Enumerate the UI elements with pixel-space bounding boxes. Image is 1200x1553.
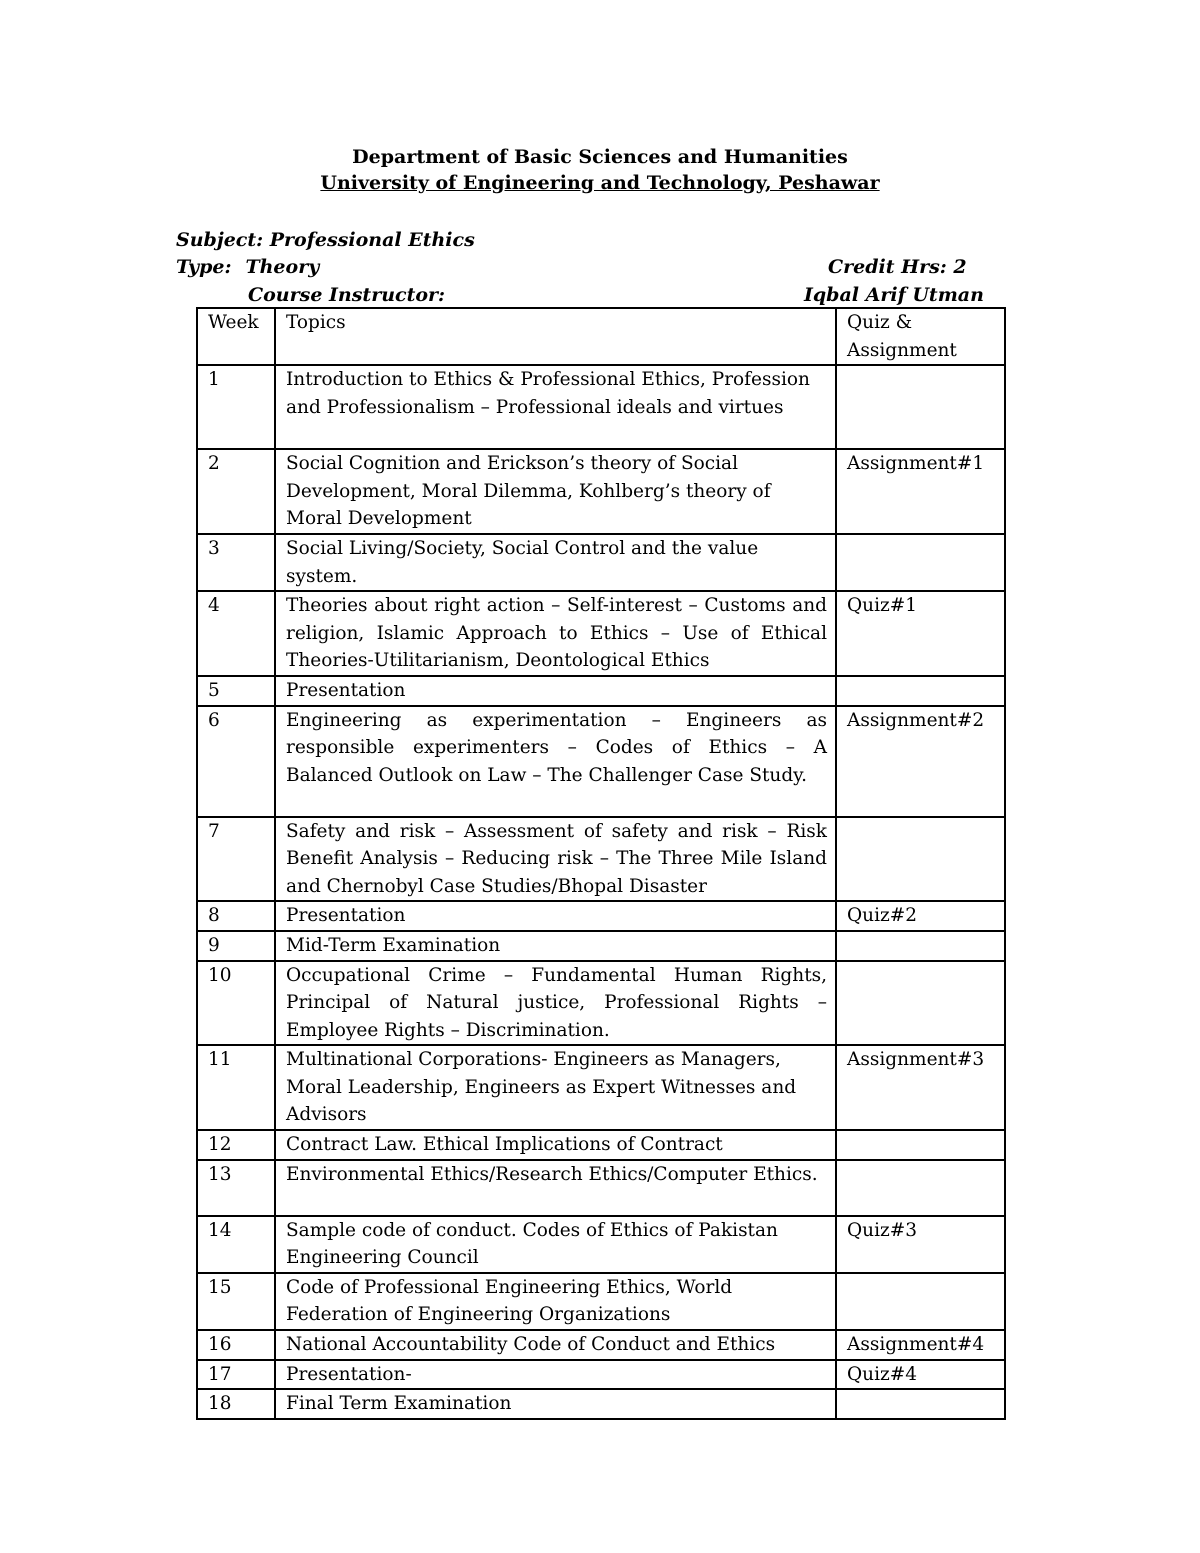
week-cell: 16 — [197, 1330, 275, 1360]
table-row — [197, 534, 1005, 591]
week-cell: 10 — [197, 961, 275, 1046]
table-row — [197, 1045, 1005, 1130]
quiz-cell — [836, 365, 1005, 449]
quiz-cell — [836, 1130, 1005, 1160]
week-cell: 11 — [197, 1045, 275, 1130]
table-row — [197, 1130, 1005, 1160]
week-cell: 9 — [197, 931, 275, 961]
instructor-name: Iqbal Arif Utman — [804, 284, 984, 306]
week-cell: 13 — [197, 1160, 275, 1216]
quiz-cell: Quiz#1 — [836, 591, 1005, 676]
quiz-cell — [836, 1273, 1005, 1330]
topic-cell: Presentation- — [275, 1360, 836, 1390]
week-cell: 7 — [197, 817, 275, 902]
week-cell: 17 — [197, 1360, 275, 1390]
quiz-cell: Quiz#3 — [836, 1216, 1005, 1273]
table-row — [197, 901, 1005, 931]
week-cell: 5 — [197, 676, 275, 706]
week-cell: 2 — [197, 449, 275, 534]
quiz-cell — [836, 676, 1005, 706]
quiz-cell — [836, 1160, 1005, 1216]
topic-cell: Occupational Crime – Fundamental Human Rights, Principal of Natural justice, Professional Rights – Employee Rights – Discrimination. — [275, 961, 836, 1046]
quiz-cell: Assignment#1 — [836, 449, 1005, 534]
table-row — [197, 961, 1005, 1046]
topic-cell: Presentation — [275, 676, 836, 706]
table-row — [197, 1160, 1005, 1216]
quiz-cell — [836, 931, 1005, 961]
quiz-cell: Assignment#2 — [836, 706, 1005, 817]
week-cell: 3 — [197, 534, 275, 591]
table-row — [197, 931, 1005, 961]
week-cell: 12 — [197, 1130, 275, 1160]
week-cell: 14 — [197, 1216, 275, 1273]
week-cell: 1 — [197, 365, 275, 449]
university-heading: University of Engineering and Technology, Peshawar — [320, 172, 880, 194]
topic-cell: Theories about right action – Self-interest – Customs and religion, Islamic Approach to Ethics – Use of Ethical Theories-Utilitarianism, Deontological Ethics — [275, 591, 836, 676]
topic-cell: Introduction to Ethics & Professional Ethics, Profession and Professionalism – Professional ideals and virtues — [275, 365, 836, 449]
quiz-cell: Quiz#4 — [836, 1360, 1005, 1390]
subject-line: Subject: Professional Ethics — [176, 229, 475, 251]
topic-cell: Safety and risk – Assessment of safety and risk – Risk Benefit Analysis – Reducing risk – The Three Mile Island and Chernobyl Case Studies/Bhopal Disaster — [275, 817, 836, 902]
quiz-cell: Assignment#4 — [836, 1330, 1005, 1360]
course-schedule-table — [196, 307, 1006, 1420]
week-cell: 8 — [197, 901, 275, 931]
topic-cell: Multinational Corporations- Engineers as Managers, Moral Leadership, Engineers as Expert Witnesses and Advisors — [275, 1045, 836, 1130]
table-header-row — [197, 308, 1005, 365]
topic-cell: Sample code of conduct. Codes of Ethics of Pakistan Engineering Council — [275, 1216, 836, 1273]
topic-cell: Contract Law. Ethical Implications of Contract — [275, 1130, 836, 1160]
instructor-label: Course Instructor: — [248, 284, 446, 306]
table-row — [197, 1273, 1005, 1330]
table-row — [197, 449, 1005, 534]
type-label: Type: — [176, 256, 232, 278]
table-row — [197, 676, 1005, 706]
table-row — [197, 706, 1005, 817]
type-line — [176, 254, 319, 280]
table-row — [197, 365, 1005, 449]
week-cell: 4 — [197, 591, 275, 676]
topic-cell: Social Cognition and Erickson’s theory of Social Development, Moral Dilemma, Kohlberg’s theory of Moral Development — [275, 449, 836, 534]
quiz-cell: Quiz#2 — [836, 901, 1005, 931]
week-cell: 6 — [197, 706, 275, 817]
topic-cell: Final Term Examination — [275, 1389, 836, 1419]
table-row — [197, 1330, 1005, 1360]
table-row — [197, 591, 1005, 676]
department-heading: Department of Basic Sciences and Humanities — [352, 146, 848, 168]
week-cell: 18 — [197, 1389, 275, 1419]
quiz-cell — [836, 534, 1005, 591]
table-row — [197, 1360, 1005, 1390]
table-row — [197, 817, 1005, 902]
header-topics: Topics — [275, 308, 836, 365]
topic-cell: Mid-Term Examination — [275, 931, 836, 961]
week-cell: 15 — [197, 1273, 275, 1330]
type-value: Theory — [245, 256, 320, 278]
credit-hours: Credit Hrs: 2 — [828, 256, 967, 278]
quiz-cell: Assignment#3 — [836, 1045, 1005, 1130]
header-week: Week — [197, 308, 275, 365]
topic-cell: Code of Professional Engineering Ethics, World Federation of Engineering Organizations — [275, 1273, 836, 1330]
quiz-cell — [836, 817, 1005, 902]
header-quiz-assignment: Quiz & Assignment — [836, 308, 1005, 365]
topic-cell: Engineering as experimentation – Engineers as responsible experimenters – Codes of Ethics – A Balanced Outlook on Law – The Challenger Case Study. — [275, 706, 836, 817]
table-row — [197, 1389, 1005, 1419]
quiz-cell — [836, 1389, 1005, 1419]
topic-cell: Social Living/Society, Social Control and the value system. — [275, 534, 836, 591]
topic-cell: Presentation — [275, 901, 836, 931]
topic-cell: Environmental Ethics/Research Ethics/Computer Ethics. — [275, 1160, 836, 1216]
table-row — [197, 1216, 1005, 1273]
quiz-cell — [836, 961, 1005, 1046]
topic-cell: National Accountability Code of Conduct and Ethics — [275, 1330, 836, 1360]
